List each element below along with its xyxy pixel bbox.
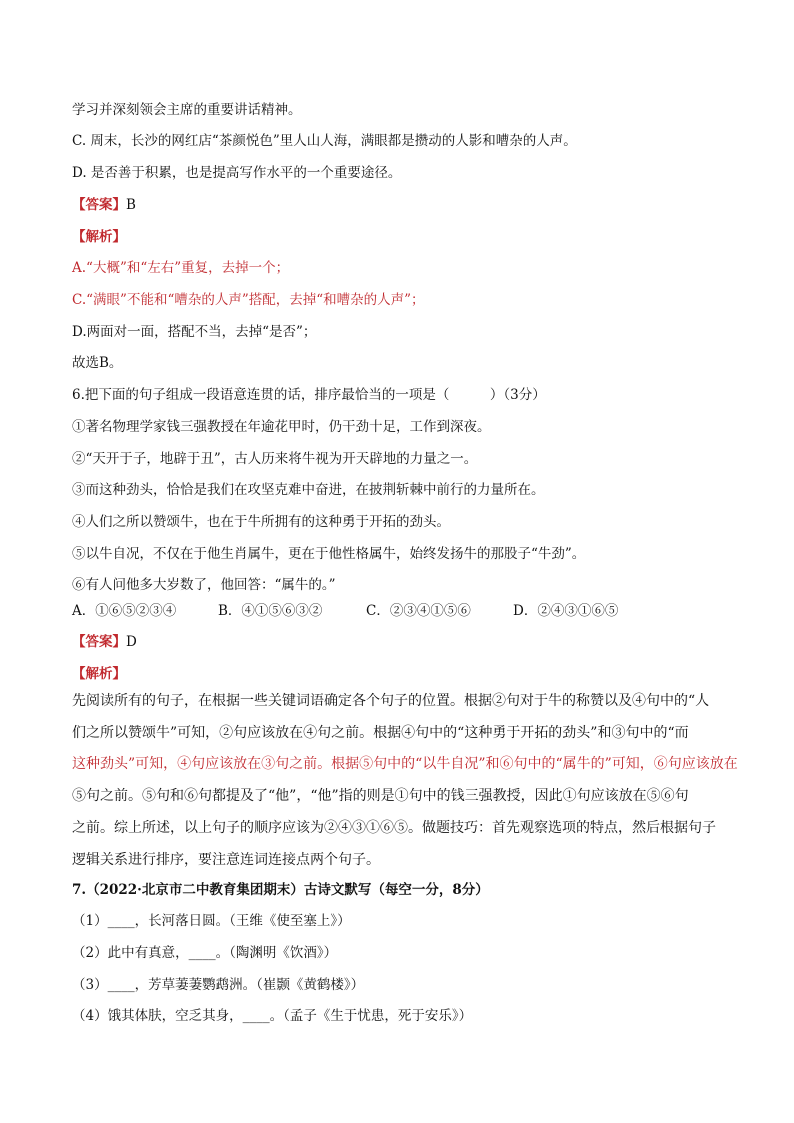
q7-item-4: （4）饿其体肤，空乏其身，____。（孟子《生于忧患，死于安乐》）	[72, 1008, 473, 1024]
q6-sentence-1: ①著名物理学家钱三强教授在年逾花甲时，仍干劲十足，工作到深夜。	[72, 419, 491, 435]
q7-item-1: （1）____，长河落日圆。（王维《使至塞上》）	[72, 913, 351, 929]
q6-analysis-line-4: ⑤句之前。⑤句和⑥句都提及了“他”，“他”指的则是①句中的钱三强教授，因此①句应该放在⑤⑥句	[72, 788, 689, 805]
q6-analysis-tag: 【解析】	[72, 666, 126, 682]
q7-item-2: （2）此中有真意，____。（陶渊明《饮酒》）	[72, 945, 338, 961]
q5-answer-value: B	[126, 197, 136, 213]
option-c-line: C. 周末，长沙的网红店“茶颜悦色”里人山人海，满眼都是攒动的人影和嘈杂的人声。	[72, 133, 577, 149]
q6-sentence-2: ②“天开于子，地辟于丑”，古人历来将牛视为开天辟地的力量之一。	[72, 451, 478, 467]
q6-analysis-line-6: 逻辑关系进行排序，要注意连词连接点两个句子。	[72, 851, 380, 868]
q5-conclusion: 故选B。	[72, 355, 123, 371]
q7-stem: 7.（2022·北京市二中教育集团期末）古诗文默写（每空一分，8分）	[72, 882, 489, 898]
q6-sentence-5: ⑤以牛自况，不仅在于他生肖属牛，更在于他性格属牛，始终发扬牛的那股子“牛劲”。	[72, 546, 586, 562]
q5-answer	[72, 195, 136, 215]
q6-analysis-line-2: 们之所以赞颂牛”可知，②句应该放在④句之前。根据④句中的“这种勇于开拓的劲头”和③句中的“而	[72, 724, 689, 741]
q5-answer-tag: 【答案】	[72, 197, 126, 213]
q6-answer-value: D	[126, 634, 137, 650]
q6-option-a: A．①⑥⑤②③④	[72, 603, 177, 619]
q6-options	[72, 601, 672, 623]
q5-analysis-d: D.两面对一面，搭配不当，去掉“是否”；	[72, 324, 317, 340]
q5-analysis-tag: 【解析】	[72, 229, 126, 245]
q6-option-d: D．②④③①⑥⑤	[513, 603, 619, 619]
q6-analysis	[72, 686, 738, 876]
q6-option-b: B．④①⑤⑥③②	[218, 603, 323, 619]
q6-sentence-3: ③而这种劲头，恰恰是我们在攻坚克难中奋进，在披荆斩棘中前行的力量所在。	[72, 482, 545, 498]
q7-item-3: （3）____，芳草萋萋鹦鹉洲。（崔颢《黄鹤楼》）	[72, 977, 365, 993]
q6-analysis-line-1: 先阅读所有的句子，在根据一些关键词语确定各个句子的位置。根据②句对于牛的称赞以及④句中的“人	[72, 693, 710, 709]
q5-analysis-c: C.“满眼”不能和“嘈杂的人声”搭配，去掉“和嘈杂的人声”；	[72, 292, 425, 308]
option-d-line: D. 是否善于积累，也是提高写作水平的一个重要途径。	[72, 165, 402, 181]
q6-analysis-line-5: 之前。综上所述，以上句子的顺序应该为②④③①⑥⑤。做题技巧：首先观察选项的特点，然后根据句子	[72, 819, 716, 836]
q6-stem: 6.把下面的句子组成一段语意连贯的话，排序最恰当的一项是（ ）（3分）	[72, 387, 546, 403]
q6-answer	[72, 632, 137, 652]
q6-answer-tag: 【答案】	[72, 634, 126, 650]
q6-sentence-6: ⑥有人问他多大岁数了，他回答：“属牛的。”	[72, 577, 336, 593]
q6-sentence-4: ④人们之所以赞颂牛，也在于牛所拥有的这种勇于开拓的劲头。	[72, 514, 450, 530]
text-line-1: 学习并深刻领会主席的重要讲话精神。	[72, 102, 302, 118]
q5-analysis-a: A.“大概”和“左右”重复，去掉一个；	[72, 260, 290, 276]
q6-analysis-line-3: 这种劲头”可知，④句应该放在③句之前。根据⑤句中的“以牛自况”和⑥句中的“属牛的”可知，⑥句应该放在	[72, 756, 738, 773]
q6-option-c: C．②③④①⑤⑥	[366, 603, 471, 619]
